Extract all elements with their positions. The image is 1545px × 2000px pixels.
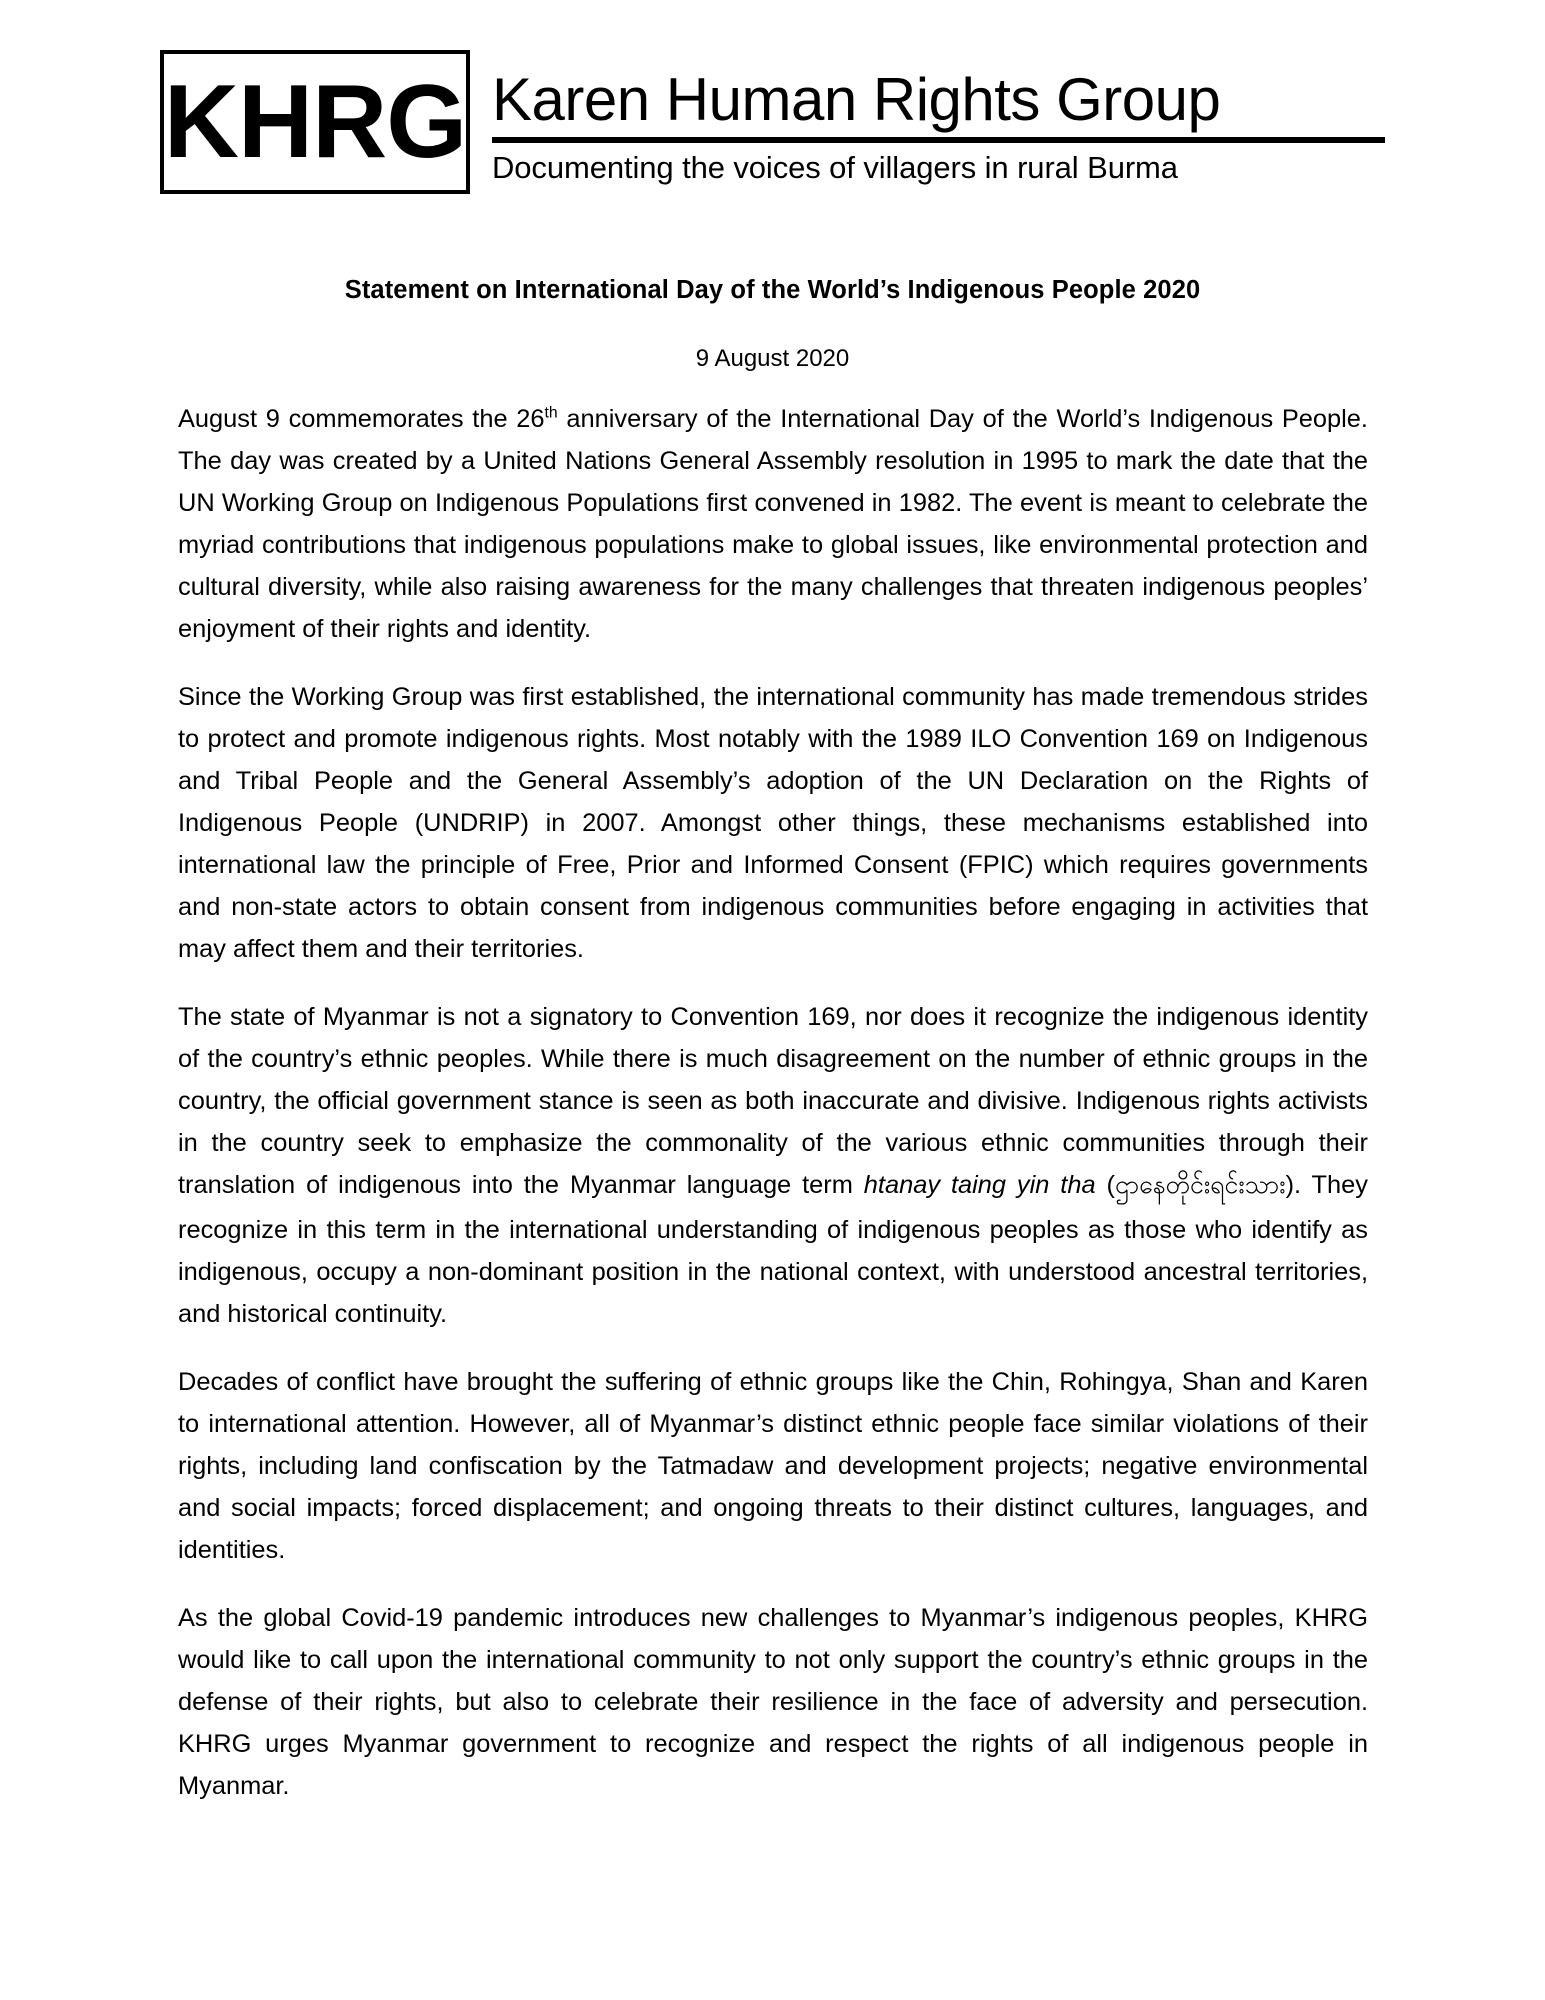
document-body (178, 398, 1368, 1807)
burmese-script-term: ဌာနေတိုင်းရင်းသား (1114, 1169, 1286, 1206)
masthead (160, 50, 1385, 200)
paragraph-4: Decades of conflict have brought the suffering of ethnic groups like the Chin, Rohingya, Shan and Karen to international attention. However, all of Myanmar’s distinct ethnic people face similar violations of their rights, including land confiscation by the Tatmadaw and development projects; negative environmental and social impacts; forced displacement; and ongoing threats to their distinct cultures, languages, and identities. (178, 1368, 1368, 1564)
khrg-logo-box (160, 50, 470, 194)
ordinal-suffix: th (544, 404, 558, 422)
paragraph-3-part-a: The state of Myanmar is not a signatory to Convention 169, nor does it recognize the indigenous identity of the country’s ethnic peoples. While there is much disagreement on the number of ethnic groups in the country, the official government stance is seen as both inaccurate and divisive. Indigenous rights activists in the country seek to emphasize the commonality of the various ethnic communities through their translation of indigenous into the Myanmar language term (178, 1003, 1368, 1199)
burmese-romanized-term: htanay taing yin tha (863, 1171, 1096, 1199)
organization-tagline: Documenting the voices of villagers in rural Burma (492, 150, 1178, 186)
masthead-divider-rule (492, 137, 1385, 143)
document-date: 9 August 2020 (695, 345, 850, 372)
paragraph-5: As the global Covid-19 pandemic introduces new challenges to Myanmar’s indigenous peoples, KHRG would like to call upon the international community to not only support the country’s ethnic groups in the defense of their rights, but also to celebrate their resilience in the face of adversity and persecution. KHRG urges Myanmar government to recognize and respect the rights of all indigenous people in Myanmar. (178, 1604, 1368, 1800)
organization-name: Karen Human Rights Group (492, 66, 1221, 134)
paragraph-1 (178, 398, 1368, 650)
page-title: Statement on International Day of the World’s Indigenous People 2020 (344, 276, 1201, 304)
paragraph-3-open-paren: ( (1095, 1171, 1115, 1199)
paragraph-1-part-b: anniversary of the International Day of the World’s Indigenous People. The day was created by a United Nations General Assembly resolution in 1995 to mark the date that the UN Working Group on Indigenous Populations first convened in 1982. The event is meant to celebrate the myriad contributions that indigenous populations make to global issues, like environmental protection and cultural diversity, while also raising awareness for the many challenges that threaten indigenous peoples’ enjoyment of their rights and identity. (178, 405, 1368, 643)
paragraph-2: Since the Working Group was first established, the international community has made tremendous strides to protect and promote indigenous rights. Most notably with the 1989 ILO Convention 169 on Indigenous and Tribal People and the General Assembly’s adoption of the UN Declaration on the Rights of Indigenous People (UNDRIP) in 2007. Amongst other things, these mechanisms established into international law the principle of Free, Prior and Informed Consent (FPIC) which requires governments and non-state actors to obtain consent from indigenous communities before engaging in activities that may affect them and their territories. (178, 683, 1368, 963)
masthead-text-block (492, 50, 1385, 200)
paragraph-3 (178, 996, 1368, 1335)
khrg-logo-acronym: KHRG (163, 64, 467, 180)
paragraph-3-part-c: ). They recognize in this term in the international understanding of indigenous peoples as those who identify as indigenous, occupy a non-dominant position in the national context, with understood ancestral territories, and historical continuity. (178, 1171, 1368, 1328)
paragraph-1-part-a: August 9 commemorates the 26 (178, 405, 545, 433)
